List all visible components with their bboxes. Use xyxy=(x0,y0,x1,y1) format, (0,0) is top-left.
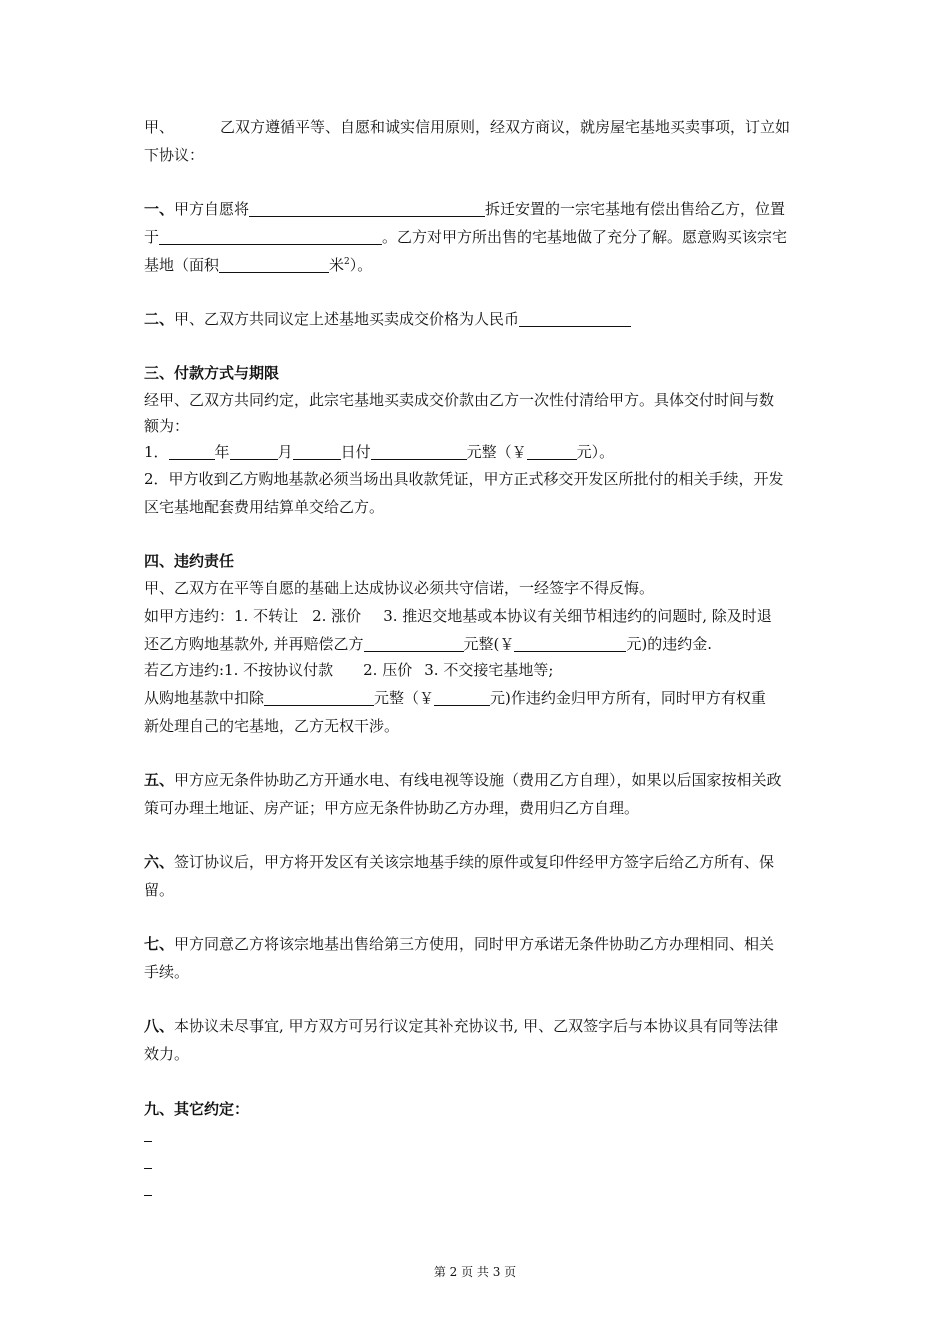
clause-8-number: 八、 xyxy=(144,1017,175,1035)
clause-8-text: 本协议未尽事宜, 甲方双方可另行议定其补充协议书, 甲、乙双签字后与本协议具有同等法律 xyxy=(174,1017,779,1035)
clause-5-line-1 xyxy=(144,770,782,790)
party-a-label: 甲、 xyxy=(144,118,175,136)
blank-field-month[interactable] xyxy=(230,443,278,460)
deduction-unit: 元)作违约金归甲方所有，同时甲方有权重 xyxy=(490,689,766,707)
clause-1-line-1 xyxy=(144,199,785,219)
item-1-number: 1． xyxy=(144,443,169,461)
clause-2-text: 甲、乙双方共同议定上述基地买卖成交价格为人民币 xyxy=(174,310,520,328)
blank-field-amount-number[interactable] xyxy=(527,443,577,460)
clause-7-line-1 xyxy=(144,934,774,954)
preamble-line-1 xyxy=(144,117,790,137)
clause-2-number: 二、 xyxy=(144,310,175,328)
clause-4-line-2 xyxy=(144,606,772,626)
clause-3-item-1 xyxy=(144,442,614,462)
clause-7-number: 七、 xyxy=(144,935,175,953)
blank-field-amount-words[interactable] xyxy=(371,443,467,460)
clause-4-line-1: 甲、乙双方在平等自愿的基础上达成协议必须共守信诺，一经签字不得反悔。 xyxy=(144,579,655,597)
preamble-line-2: 下协议： xyxy=(144,146,205,164)
clause-4-line-3 xyxy=(144,634,712,654)
clause-6-line-1 xyxy=(144,852,774,872)
clause-3-item-2-line-2: 区宅基地配套费用结算单交给乙方。 xyxy=(144,498,385,516)
party-b-breach-2: 2. 压价 xyxy=(363,661,413,679)
blank-field-penalty-number[interactable] xyxy=(514,635,626,652)
day-label: 日付 xyxy=(340,443,371,461)
clause-1-text-c: 于 xyxy=(144,228,160,246)
clause-1-number: 一、 xyxy=(144,200,175,218)
clause-7-text: 甲方同意乙方将该宗地基出售给第三方使用，同时甲方承诺无条件协助乙方办理相同、相关 xyxy=(174,935,775,953)
area-unit-superscript: 2 xyxy=(344,257,350,267)
penalty-label: 元整(￥ xyxy=(463,635,515,653)
clause-6-text: 签订协议后，甲方将开发区有关该宗地基手续的原件或复印件经甲方签字后给乙方所有、保 xyxy=(174,853,775,871)
blank-field-day[interactable] xyxy=(293,443,341,460)
clause-3-item-2-line-1: 2．甲方收到乙方购地基款必须当场出具收款凭证，甲方正式移交开发区所批付的相关手续，开发 xyxy=(144,470,784,488)
clause-1-line-3 xyxy=(144,255,372,275)
party-a-breach-3: 3. 推迟交地基或本协议有关细节相违约的问题时, 除及时退 xyxy=(383,607,772,625)
clause-1-text-d: 。乙方对甲方所出售的宅基地做了充分了解。愿意购买该宗宅 xyxy=(382,228,788,246)
clause-7-line-2: 手续。 xyxy=(144,963,190,981)
deduction-text: 从购地基款中扣除 xyxy=(144,689,265,707)
clause-8-line-1 xyxy=(144,1016,778,1036)
clause-5-text: 甲方应无条件协助乙方开通水电、有线电视等设施（费用乙方自理），如果以后国家按相关政 xyxy=(174,771,782,789)
amount-label: 元整（￥ xyxy=(466,443,527,461)
clause-1-text-f: ）。 xyxy=(349,256,373,274)
clause-5-number: 五、 xyxy=(144,771,175,789)
clause-4-heading: 四、违约责任 xyxy=(144,552,235,570)
blank-field-demolition-location[interactable] xyxy=(249,200,485,217)
preamble-text: 乙双方遵循平等、自愿和诚实信用原则，经双方商议，就房屋宅基地买卖事项，订立如 xyxy=(220,118,791,136)
clause-4-line-5 xyxy=(144,688,766,708)
area-unit: 米 xyxy=(329,256,345,274)
other-terms-blank-3[interactable] xyxy=(144,1195,152,1196)
blank-field-deduction-number[interactable] xyxy=(434,689,490,706)
party-a-breach-2: 2. 涨价 xyxy=(312,607,362,625)
clause-9-heading: 九、其它约定： xyxy=(144,1100,250,1118)
clause-1-text-e: 基地（面积 xyxy=(144,256,220,274)
clause-6-line-2: 留。 xyxy=(144,881,175,899)
amount-unit: 元）。 xyxy=(576,443,615,461)
clause-4-line-4 xyxy=(144,660,553,680)
clause-1-text-a: 甲方自愿将 xyxy=(174,200,250,218)
party-b-breach-3: 3. 不交接宅基地等; xyxy=(424,661,554,679)
blank-field-area[interactable] xyxy=(219,256,329,273)
blank-field-deduction-words[interactable] xyxy=(264,689,374,706)
other-terms-blank-1[interactable] xyxy=(144,1141,152,1142)
clause-3-line-1: 经甲、乙双方共同约定，此宗宅基地买卖成交价款由乙方一次性付清给甲方。具体交付时间与数 xyxy=(144,391,775,409)
clause-1-text-b: 拆迁安置的一宗宅基地有偿出售给乙方，位置 xyxy=(485,200,786,218)
year-label: 年 xyxy=(214,443,230,461)
clause-3-heading: 三、付款方式与期限 xyxy=(144,364,280,382)
blank-field-year[interactable] xyxy=(169,443,215,460)
compensation-text: 还乙方购地基款外, 并再赔偿乙方 xyxy=(144,635,364,653)
penalty-unit: 元)的违约金. xyxy=(626,635,713,653)
clause-8-line-2: 效力。 xyxy=(144,1045,190,1063)
party-a-breach-1: 如甲方违约：1. 不转让 xyxy=(144,607,299,625)
other-terms-blank-2[interactable] xyxy=(144,1168,152,1169)
party-b-breach-1: 若乙方违约:1. 不按协议付款 xyxy=(144,661,334,679)
clause-4-line-6: 新处理自己的宅基地，乙方无权干涉。 xyxy=(144,717,400,735)
month-label: 月 xyxy=(277,443,293,461)
blank-field-location[interactable] xyxy=(159,228,382,245)
page-number: 第 2 页 共 3 页 xyxy=(433,1265,517,1279)
clause-6-number: 六、 xyxy=(144,853,175,871)
clause-1-line-2 xyxy=(144,227,787,247)
clause-2-line-1 xyxy=(144,309,631,329)
deduction-label: 元整（￥ xyxy=(374,689,435,707)
blank-field-penalty-words[interactable] xyxy=(364,635,464,652)
clause-3-line-2: 额为： xyxy=(144,417,190,435)
blank-field-price[interactable] xyxy=(519,310,631,327)
clause-5-line-2: 策可办理土地证、房产证；甲方应无条件协助乙方办理，费用归乙方自理。 xyxy=(144,799,640,817)
